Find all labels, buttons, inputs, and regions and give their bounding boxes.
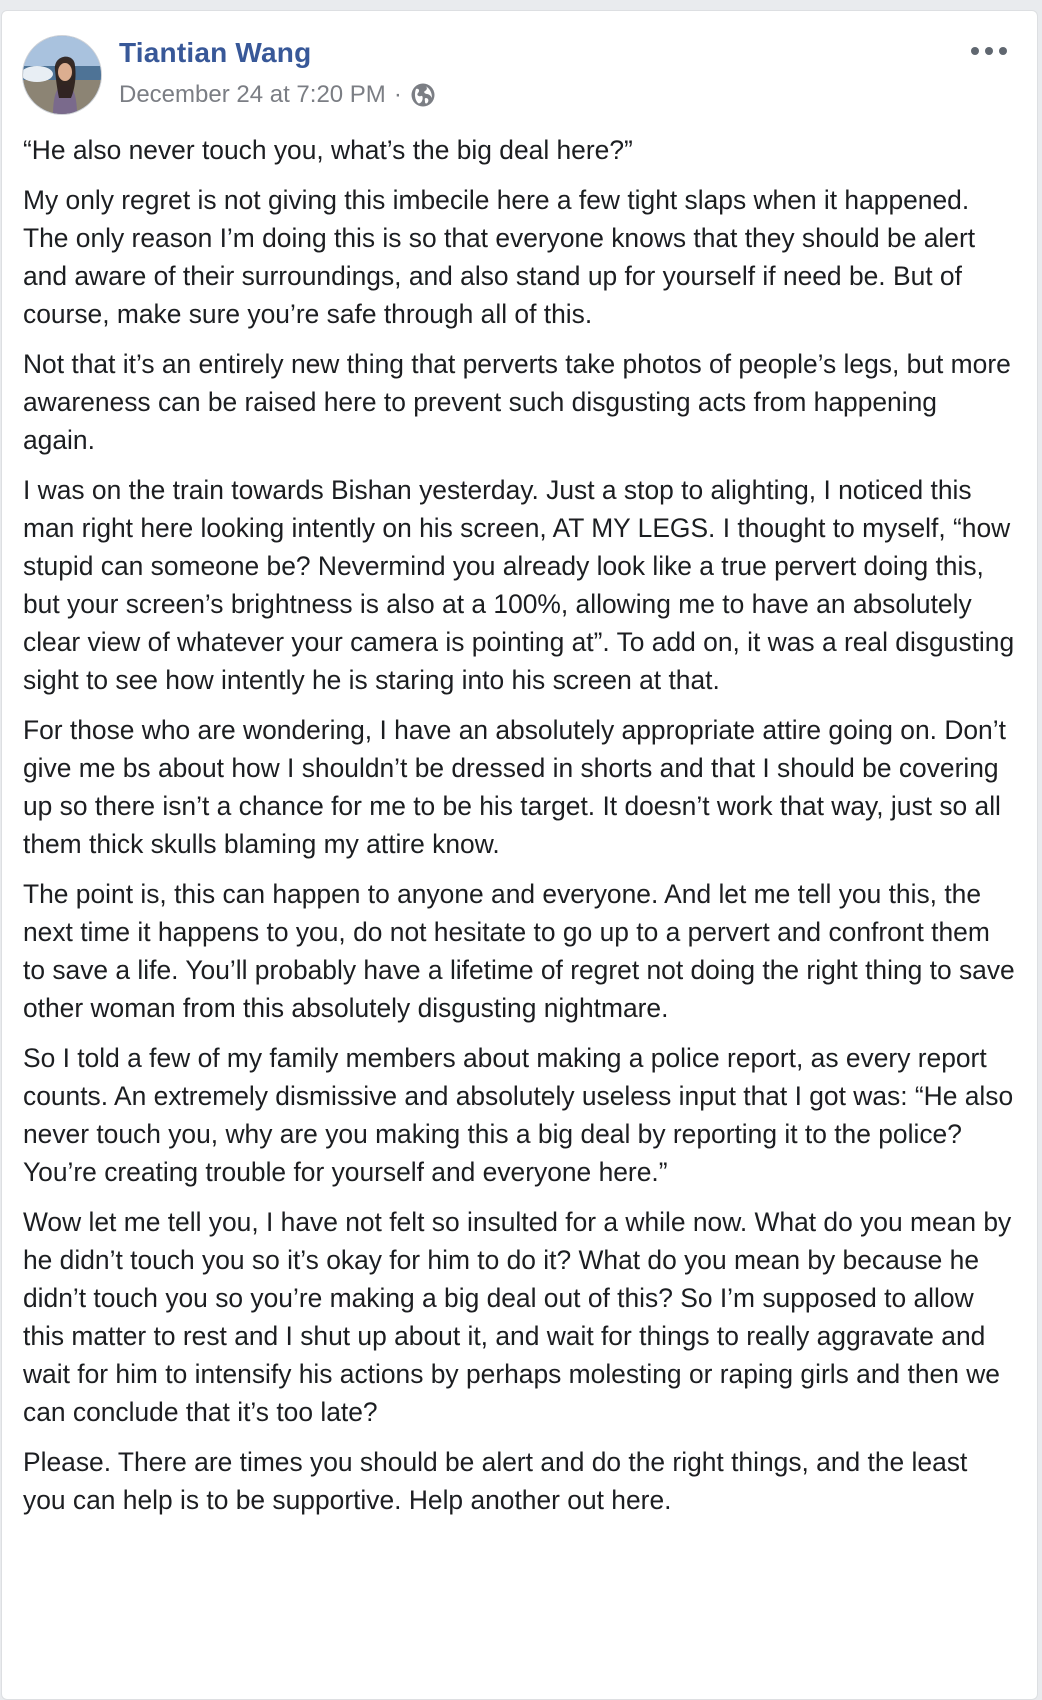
avatar[interactable] — [22, 35, 102, 115]
more-options-icon[interactable] — [971, 41, 1007, 61]
post-paragraph: The point is, this can happen to anyone and everyone. And let me tell you this, the next time it happens to you, do not hesitate to go up to a pervert and confront them to save a life. You’ll probably have a lifetime of regret not doing the right thing to save other woman from this absolutely disgusting nightmare. — [23, 879, 1015, 1023]
post-paragraph: “He also never touch you, what’s the big deal here?” — [23, 135, 633, 165]
post-paragraph: So I told a few of my family members about making a police report, as every report counts. An extremely dismissive and absolutely useless input that I got was: “He also never touch you, why are you making this a big deal by reporting it to the police? You’re creating trouble for yourself and everyone here.” — [23, 1043, 1014, 1187]
globe-icon[interactable] — [410, 82, 436, 108]
post-timestamp[interactable]: December 24 at 7:20 PM — [119, 81, 386, 108]
post-meta — [119, 81, 436, 109]
post-paragraph: My only regret is not giving this imbecile here a few tight slaps when it happened. The only reason I’m doing this is so that everyone knows that they should be alert and aware of their surroundings, and also stand up for yourself if need be. But of course, make sure you’re safe through all of this. — [23, 185, 976, 329]
post-paragraph: Please. There are times you should be alert and do the right things, and the least you can help is to be supportive. Help another out here. — [23, 1447, 968, 1515]
post-paragraph: I was on the train towards Bishan yesterday. Just a stop to alighting, I noticed this man right here looking intently on his screen, AT MY LEGS. I thought to myself, “how stupid can someone be? Nevermind you already look like a true pervert doing this, but your screen’s brightness is also at a 100%, allowing me to have an absolutely clear view of whatever your camera is pointing at”. To add on, it was a real disgusting sight to see how intently he is staring into his screen at that. — [23, 475, 1015, 695]
profile-photo-icon — [23, 36, 102, 115]
meta-separator: · — [393, 81, 402, 108]
post-card — [1, 10, 1038, 1700]
author-name[interactable]: Tiantian Wang — [119, 37, 312, 68]
post-header — [2, 11, 1037, 121]
post-paragraph: For those who are wondering, I have an absolutely appropriate attire going on. Don’t give me bs about how I shouldn’t be dressed in shorts and that I should be covering up so there isn’t a chance for me to be his target. It doesn’t work that way, just so all them thick skulls blaming my attire know. — [23, 715, 1006, 859]
post-paragraph: Not that it’s an entirely new thing that perverts take photos of people’s legs, but more awareness can be raised here to prevent such disgusting acts from happening again. — [23, 349, 1011, 455]
post-body — [23, 131, 1015, 1531]
post-paragraph: Wow let me tell you, I have not felt so insulted for a while now. What do you mean by he didn’t touch you so it’s okay for him to do it? What do you mean by because he didn’t touch you so you’re making a big deal out of this? So I’m supposed to allow this matter to rest and I shut up about it, and wait for things to really aggravate and wait for him to intensify his actions by perhaps molesting or raping girls and then we can conclude that it’s too late? — [23, 1207, 1012, 1427]
